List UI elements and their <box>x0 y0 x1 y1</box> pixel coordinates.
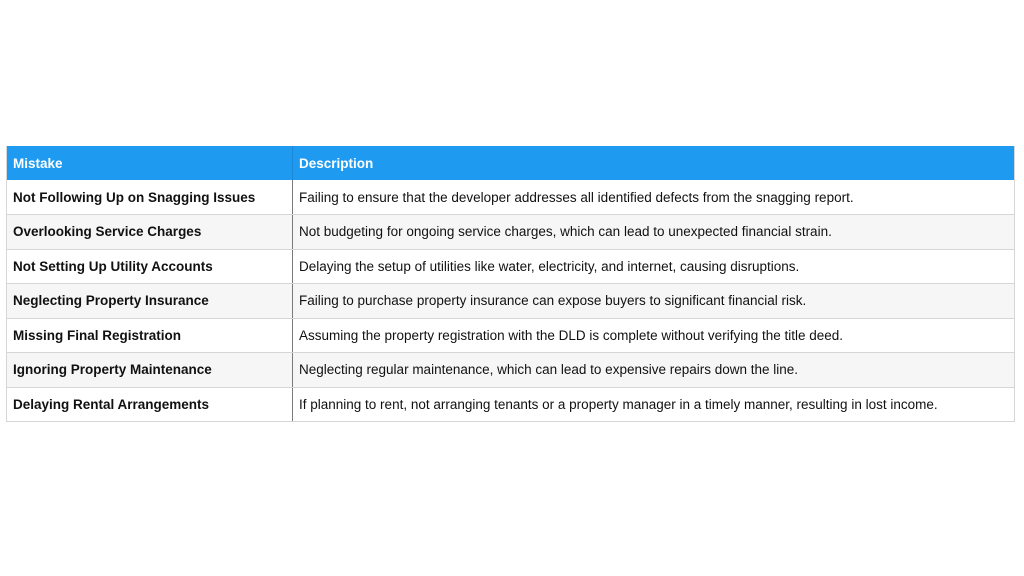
mistake-cell: Overlooking Service Charges <box>7 215 293 250</box>
table-row <box>7 387 1015 422</box>
mistakes-table-container <box>6 146 1014 422</box>
mistakes-table <box>6 146 1015 422</box>
table-row <box>7 353 1015 388</box>
table-row <box>7 215 1015 250</box>
mistake-cell: Delaying Rental Arrangements <box>7 387 293 422</box>
mistake-cell: Neglecting Property Insurance <box>7 284 293 319</box>
description-cell: If planning to rent, not arranging tenants or a property manager in a timely manner, resulting in lost income. <box>293 387 1015 422</box>
table-row <box>7 249 1015 284</box>
mistake-cell: Not Following Up on Snagging Issues <box>7 180 293 215</box>
table-header <box>7 146 1015 180</box>
description-cell: Assuming the property registration with the DLD is complete without verifying the title deed. <box>293 318 1015 353</box>
table-row <box>7 318 1015 353</box>
table-row <box>7 284 1015 319</box>
description-cell: Failing to purchase property insurance can expose buyers to significant financial risk. <box>293 284 1015 319</box>
description-cell: Not budgeting for ongoing service charges, which can lead to unexpected financial strain. <box>293 215 1015 250</box>
description-cell: Failing to ensure that the developer addresses all identified defects from the snagging report. <box>293 180 1015 215</box>
header-row <box>7 146 1015 180</box>
header-description: Description <box>293 146 1015 180</box>
mistake-cell: Missing Final Registration <box>7 318 293 353</box>
mistake-cell: Not Setting Up Utility Accounts <box>7 249 293 284</box>
description-cell: Delaying the setup of utilities like water, electricity, and internet, causing disruptions. <box>293 249 1015 284</box>
header-mistake: Mistake <box>7 146 293 180</box>
table-row <box>7 180 1015 215</box>
description-cell: Neglecting regular maintenance, which can lead to expensive repairs down the line. <box>293 353 1015 388</box>
mistake-cell: Ignoring Property Maintenance <box>7 353 293 388</box>
table-body <box>7 180 1015 422</box>
